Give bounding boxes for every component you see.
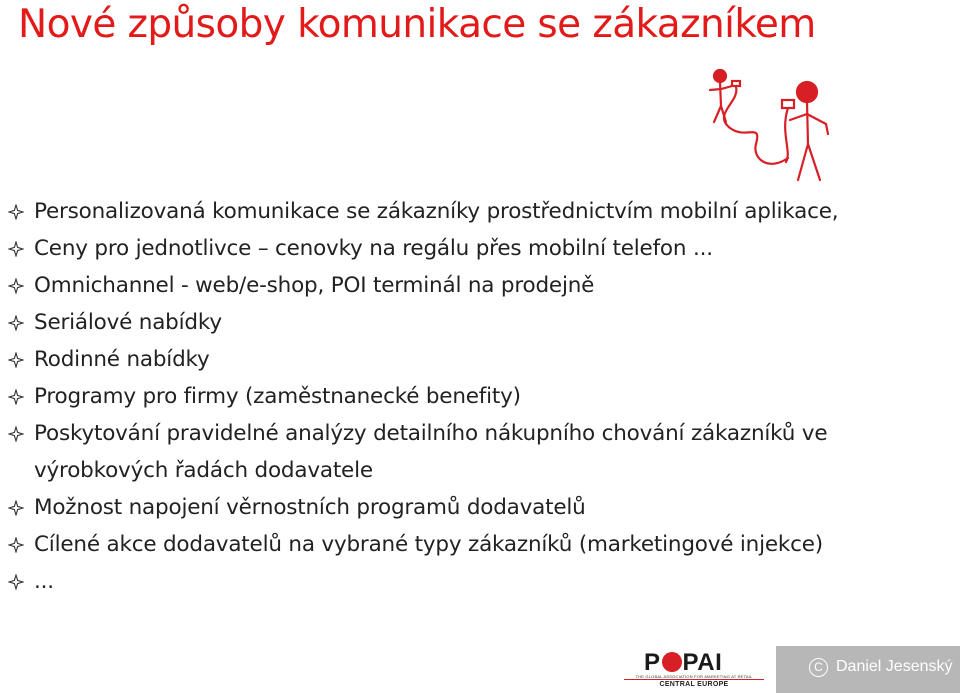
- logo-letters: PAI: [682, 649, 723, 676]
- popai-logo: [604, 646, 776, 693]
- slide-title: Nové způsoby komunikace se zákazníkem: [18, 2, 816, 47]
- bullet-text: ...: [34, 569, 54, 594]
- four-point-star-icon: [8, 389, 24, 405]
- list-item: [8, 526, 953, 563]
- bullet-text: Možnost napojení věrnostních programů dodavatelů: [34, 495, 586, 520]
- logo-tagline: THE GLOBAL ASSOCIATION FOR MARKETING AT RETAIL: [635, 674, 753, 679]
- list-item: [8, 341, 953, 378]
- four-point-star-icon: [8, 278, 24, 294]
- logo-divider: [624, 679, 764, 680]
- bullet-text: Ceny pro jednotlivce – cenovky na regálu přes mobilní telefon ...: [34, 236, 713, 261]
- list-item: [8, 415, 953, 489]
- bullet-text: Personalizovaná komunikace se zákazníky prostřednictvím mobilní aplikace,: [34, 199, 839, 224]
- author-name: Daniel Jesenský: [836, 658, 953, 675]
- people-with-phones-icon: [700, 62, 840, 184]
- list-item: [8, 563, 953, 600]
- four-point-star-icon: [8, 204, 24, 220]
- logo-letter: P: [644, 649, 661, 676]
- logo-region: CENTRAL EUROPE: [659, 681, 729, 688]
- bullet-list: [8, 193, 953, 600]
- bullet-text: Poskytování pravidelné analýzy detailního nákupního chování zákazníků ve výrobkových řadách dodavatele: [34, 421, 828, 483]
- four-point-star-icon: [8, 537, 24, 553]
- bullet-text: Programy pro firmy (zaměstnanecké benefity): [34, 384, 521, 409]
- bullet-text: Rodinné nabídky: [34, 347, 210, 372]
- list-item: [8, 304, 953, 341]
- list-item: [8, 230, 953, 267]
- four-point-star-icon: [8, 426, 24, 442]
- four-point-star-icon: [8, 574, 24, 590]
- four-point-star-icon: [8, 241, 24, 257]
- bullet-text: Omnichannel - web/e-shop, POI terminál na prodejně: [34, 273, 595, 298]
- copyright-icon: C: [809, 658, 828, 677]
- list-item: [8, 267, 953, 304]
- logo-target-icon: [662, 652, 682, 672]
- logo-wordmark: [644, 649, 722, 677]
- list-item: [8, 378, 953, 415]
- four-point-star-icon: [8, 315, 24, 331]
- bullet-text: Seriálové nabídky: [34, 310, 222, 335]
- four-point-star-icon: [8, 500, 24, 516]
- four-point-star-icon: [8, 352, 24, 368]
- list-item: [8, 489, 953, 526]
- footer-bar: [604, 646, 960, 693]
- copyright: [809, 658, 953, 677]
- bullet-text: Cílené akce dodavatelů na vybrané typy zákazníků (marketingové injekce): [34, 532, 823, 557]
- list-item: [8, 193, 953, 230]
